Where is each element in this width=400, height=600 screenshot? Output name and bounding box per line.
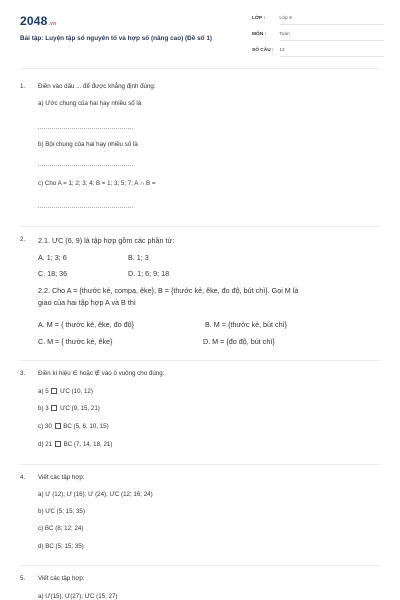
question-prompt: Điền vào dấu ... để được khẳng định đúng: xyxy=(38,83,156,90)
q4-part-b: b) ƯC (5; 15; 35) xyxy=(38,508,85,515)
answer-blank[interactable] xyxy=(38,165,133,166)
question-number: 1. xyxy=(20,83,26,90)
q1-part-c: c) Cho A = 1; 2; 3; 4; B = 1; 3; 5; 7; A ∩ B = xyxy=(38,180,156,187)
q3-item-c xyxy=(38,423,109,430)
question-divider xyxy=(20,226,380,227)
option-d[interactable]: D. M = {đo độ, bút chì} xyxy=(203,337,275,346)
question-prompt: Điền kí hiệu ∈ hoặc ∉ vào ô vuông cho đúng: xyxy=(38,370,165,377)
worksheet-header xyxy=(0,0,400,64)
meta-label: SỐ CÂU : xyxy=(252,48,274,53)
question-prompt: Viết các tập hợp: xyxy=(38,474,85,481)
question-number: 5. xyxy=(20,575,26,582)
meta-subject xyxy=(252,32,290,37)
item-tail: BC (5, 6, 10, 15) xyxy=(63,423,109,430)
item-lead: d) 21 xyxy=(38,441,53,448)
q3-item-b xyxy=(38,405,100,412)
answer-blank[interactable] xyxy=(38,128,133,129)
item-tail: ƯC (10, 12) xyxy=(60,388,93,395)
q1-part-a: a) Ước chung của hai hay nhiều số là xyxy=(38,100,142,107)
question-number: 2. xyxy=(20,236,26,243)
answer-box[interactable] xyxy=(55,423,61,429)
header-divider xyxy=(20,68,380,69)
meta-label: LỚP : xyxy=(252,16,266,21)
item-tail: ƯC (9, 15, 21) xyxy=(60,405,100,412)
question-4 xyxy=(20,474,380,560)
meta-underline xyxy=(280,40,384,41)
item-lead: a) 5 xyxy=(38,388,49,395)
meta-value: 12 xyxy=(279,48,285,53)
q4-part-a: a) Ư (12); Ư (16); Ư (24); ƯC (12; 16; 24) xyxy=(38,491,153,498)
question-2 xyxy=(20,236,380,351)
item-lead: b) 3 xyxy=(38,405,49,412)
q3-item-d xyxy=(38,441,112,448)
option-b[interactable]: B. M = {thước kẻ, bút chì} xyxy=(205,320,288,329)
meta-label: MÔN : xyxy=(252,32,267,37)
q5-part-a: a) Ư(15); Ư(27); ƯC (15; 27) xyxy=(38,593,118,600)
meta-underline xyxy=(280,24,384,25)
meta-value: Lớp 6 xyxy=(279,16,292,21)
question-3 xyxy=(20,370,380,460)
meta-count xyxy=(252,48,285,53)
question-divider xyxy=(20,565,380,566)
question-prompt: 2.1. ƯC (6, 9) là tập hợp gồm các phần tử: xyxy=(38,236,175,245)
item-tail: BC (7, 14, 18, 21) xyxy=(63,441,113,448)
item-lead: c) 30 xyxy=(38,423,52,430)
logo-main: 2048 xyxy=(20,14,48,28)
answer-box[interactable] xyxy=(55,441,61,447)
q4-part-c: c) BC (8; 12; 24) xyxy=(38,525,84,532)
option-b[interactable]: B. 1; 3 xyxy=(128,253,149,262)
answer-box[interactable] xyxy=(51,388,57,394)
q4-part-d: d) BC (5; 15; 35) xyxy=(38,543,84,550)
q1-part-b: b) Bội chung của hai hay nhiều số là xyxy=(38,141,138,148)
option-d[interactable]: D. 1; 6; 9; 18 xyxy=(128,269,170,278)
question-number: 4. xyxy=(20,474,26,481)
q3-item-a xyxy=(38,388,93,395)
question-prompt-2: 2.2. Cho A = {thước kẻ, compa, êke}; B = {thước kẻ, êke, đo độ, bút chì}. Gọi M là xyxy=(38,286,299,295)
meta-underline xyxy=(280,56,384,57)
meta-value: Toán xyxy=(279,32,290,37)
question-prompt: Viết các tập hợp: xyxy=(38,575,85,582)
option-a[interactable]: A. M = { thước kẻ, êke, đo độ} xyxy=(38,320,135,329)
question-divider xyxy=(20,464,380,465)
question-1 xyxy=(20,83,380,218)
question-prompt-2-cont: giao của hai tập hợp A và B thì xyxy=(38,298,136,307)
worksheet-title: Bài tập: Luyện tập số nguyên tố và hợp số (nâng cao) (Đề số 1) xyxy=(20,35,213,42)
option-a[interactable]: A. 1; 3; 6 xyxy=(38,253,67,262)
logo-suffix: .vn xyxy=(48,21,57,27)
option-c[interactable]: C. 18; 36 xyxy=(38,269,68,278)
question-5 xyxy=(20,575,380,600)
question-divider xyxy=(20,360,380,361)
question-number: 3. xyxy=(20,370,26,377)
meta-grade xyxy=(252,16,292,21)
answer-box[interactable] xyxy=(51,405,57,411)
site-logo[interactable] xyxy=(20,14,56,28)
answer-blank[interactable] xyxy=(38,207,133,208)
option-c[interactable]: C. M = { thước kẻ, êke} xyxy=(38,337,113,346)
